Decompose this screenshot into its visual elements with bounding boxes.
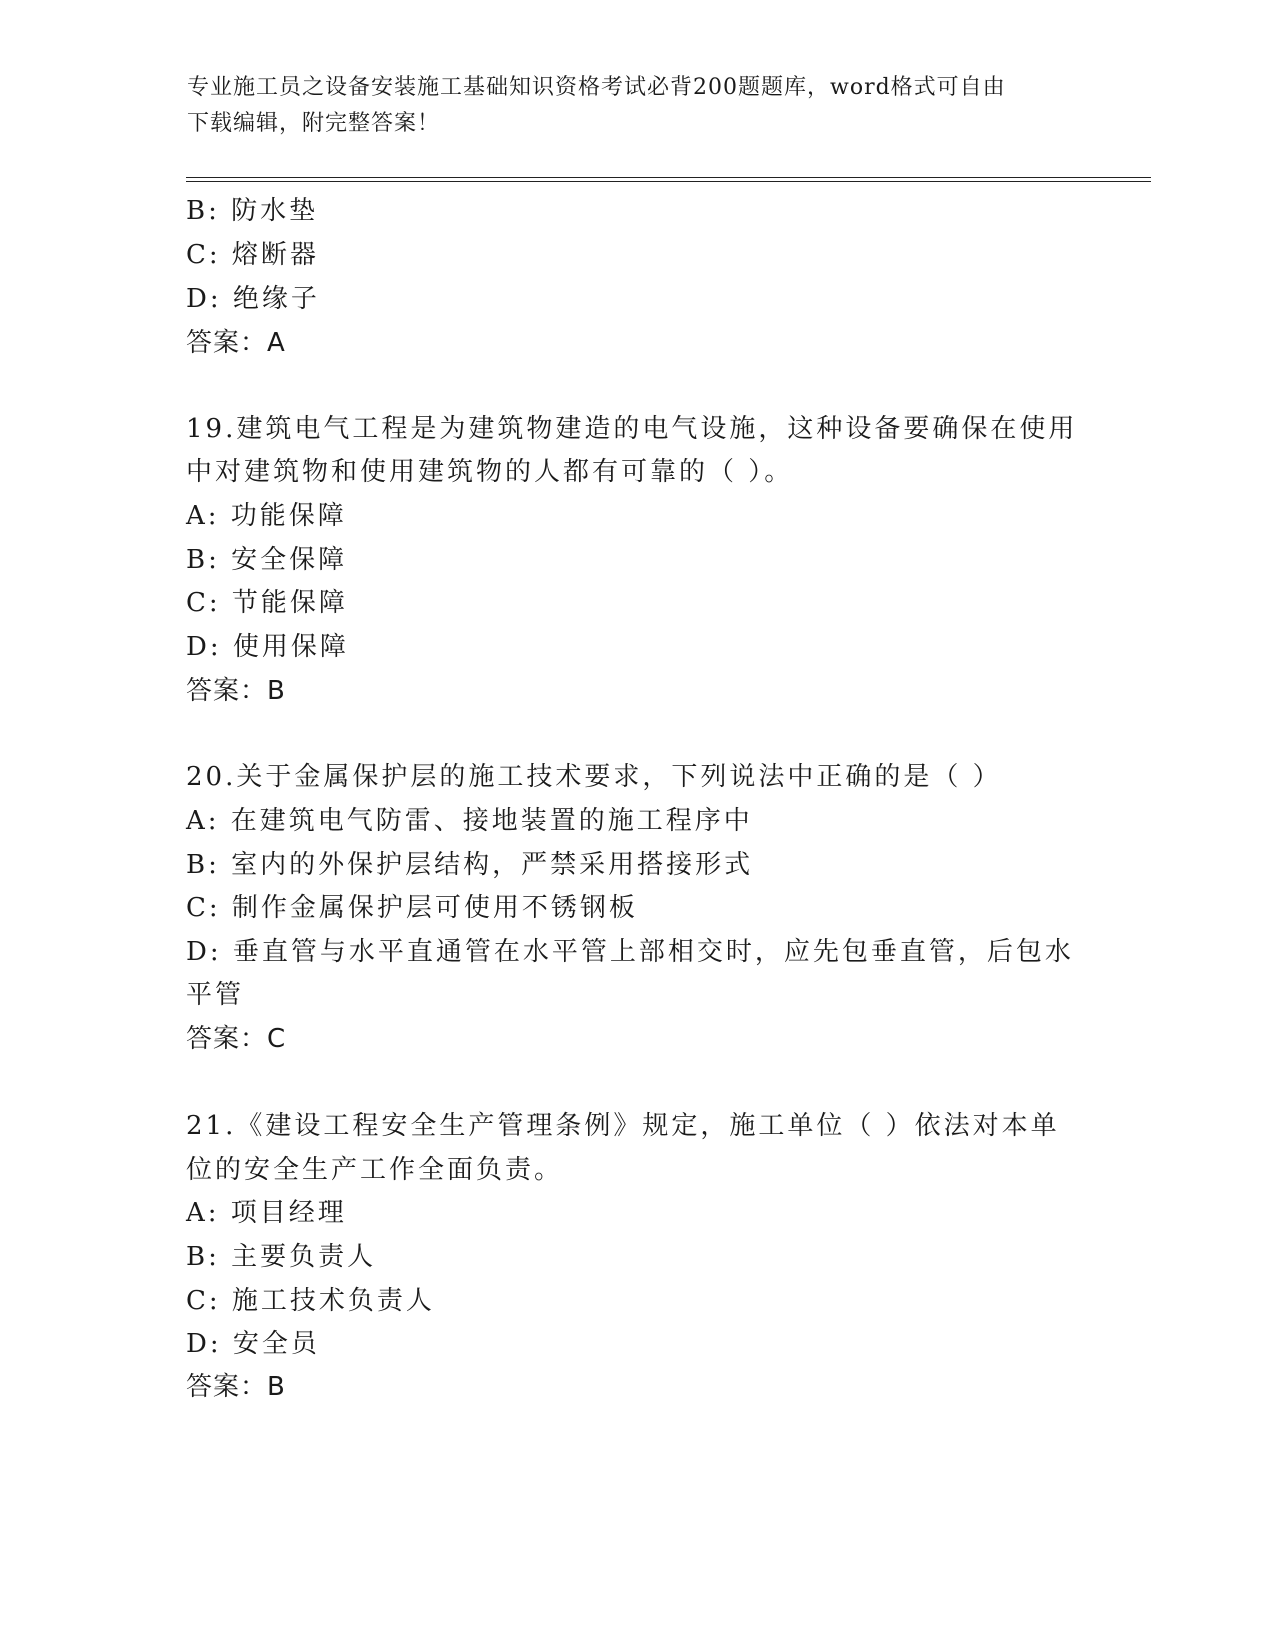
option-c: C: 节能保障	[186, 588, 348, 618]
option-b: B: 主要负责人	[186, 1242, 377, 1272]
header-divider-top	[186, 177, 1151, 178]
answer: 答案：B	[186, 1372, 286, 1402]
option-a: A: 在建筑电气防雷、接地装置的施工程序中	[186, 806, 753, 836]
option-d: D: 垂直管与水平直通管在水平管上部相交时，应先包垂直管，后包水	[186, 937, 1074, 967]
option-c: C: 制作金属保护层可使用不锈钢板	[186, 893, 638, 923]
answer: 答案：A	[186, 328, 286, 358]
option-d: D: 使用保障	[186, 632, 349, 662]
answer: 答案：B	[186, 676, 286, 706]
option-a: A: 功能保障	[186, 501, 347, 531]
document-header	[187, 70, 1067, 142]
option-b: B: 室内的外保护层结构，严禁采用搭接形式	[186, 850, 754, 880]
option-a: A: 项目经理	[186, 1198, 347, 1228]
header-line-2: 下载编辑，附完整答案！	[187, 111, 441, 136]
option-d-cont: 平管	[186, 980, 245, 1010]
question-19-stem: 19.建筑电气工程是为建筑物建造的电气设施，这种设备要确保在使用	[186, 414, 1078, 444]
option-d: D: 绝缘子	[186, 284, 320, 314]
header-line-1: 专业施工员之设备安装施工基础知识资格考试必背200题题库，word格式可自由	[187, 75, 1006, 100]
option-b: B: 防水垫	[186, 196, 319, 226]
option-c: C: 熔断器	[186, 240, 319, 270]
question-20-stem: 20.关于金属保护层的施工技术要求，下列说法中正确的是（ ）	[186, 762, 1002, 792]
question-21-stem: 21.《建设工程安全生产管理条例》规定，施工单位（ ）依法对本单	[186, 1111, 1060, 1141]
answer: 答案：C	[186, 1024, 287, 1054]
question-19-stem-cont: 中对建筑物和使用建筑物的人都有可靠的（ ）。	[186, 457, 794, 487]
option-b: B: 安全保障	[186, 545, 348, 575]
option-c: C: 施工技术负责人	[186, 1286, 435, 1316]
question-21-stem-cont: 位的安全生产工作全面负责。	[186, 1155, 564, 1185]
option-d: D: 安全员	[186, 1329, 320, 1359]
header-divider-bottom	[186, 181, 1151, 182]
